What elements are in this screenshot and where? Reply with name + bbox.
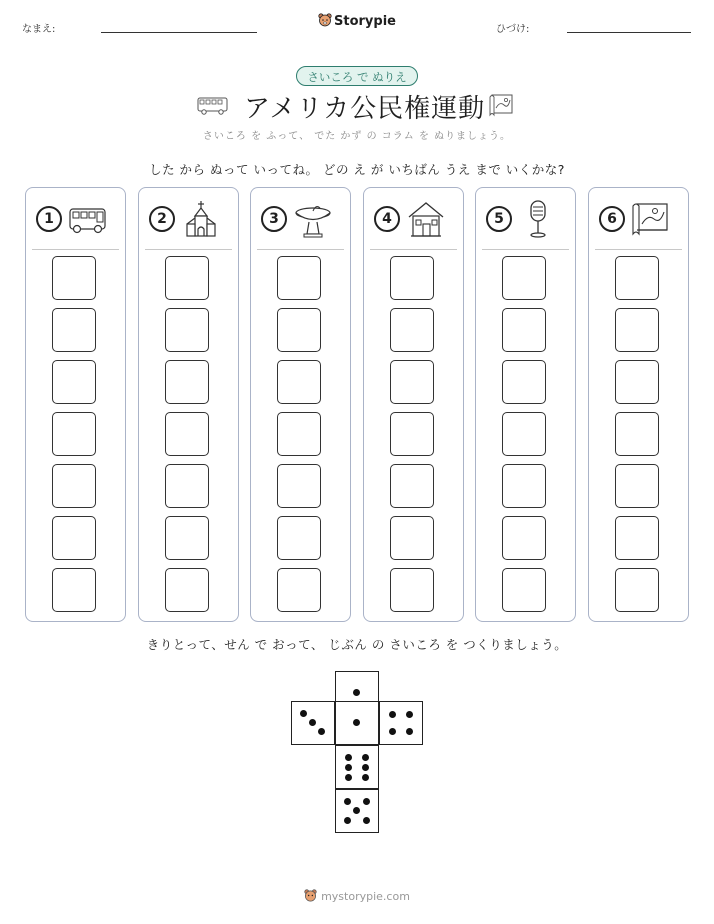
activity-badge: さいころ で ぬりえ (296, 66, 418, 86)
dice-face-4 (379, 701, 423, 745)
name-label: なまえ: (22, 24, 56, 35)
instruction-top: した から ぬって いってね。 どの え が いちばん うえ まで いくかな? (149, 162, 565, 177)
dice-pip (389, 728, 396, 735)
dice-pip (344, 817, 351, 824)
dice-face-1-center (335, 701, 379, 745)
dice-pip (300, 710, 307, 717)
dice-pip (353, 807, 360, 814)
dice-pip (362, 764, 369, 771)
subtitle: さいころ を ふって、 でた かず の コラム を ぬりましょう。 (202, 131, 512, 142)
footer-url[interactable]: mystorypie.com (321, 890, 410, 903)
dice-pip (353, 689, 360, 696)
bear-logo-icon (304, 889, 317, 902)
dice-pip (363, 798, 370, 805)
dice-pip (345, 774, 352, 781)
instruction-bottom: きりとって、せん で おって、 じぶん の さいころ を つくりましょう。 (146, 637, 568, 652)
column-number: 1 (36, 206, 62, 232)
column-number: 6 (599, 206, 625, 232)
brand-name: Storypie (334, 14, 396, 29)
column-number: 2 (149, 206, 175, 232)
dice-pip (318, 728, 325, 735)
dice-face-6 (335, 745, 379, 789)
column-number: 5 (486, 206, 512, 232)
dice-pip (389, 711, 396, 718)
date-label: ひづけ: (496, 24, 530, 35)
dice-pip (344, 798, 351, 805)
dice-pip (406, 711, 413, 718)
column-number: 3 (261, 206, 287, 232)
dice-pip (362, 774, 369, 781)
footer (0, 889, 714, 903)
page-title: アメリカ公民権運動 (244, 94, 486, 124)
dice-pip (406, 728, 413, 735)
dice-pip (363, 817, 370, 824)
dice-pip (345, 754, 352, 761)
dice-face-3 (291, 701, 335, 745)
dice-face-5 (335, 789, 379, 833)
column-number: 4 (374, 206, 400, 232)
dice-pip (362, 754, 369, 761)
dice-pip (309, 719, 316, 726)
dice-pip (353, 719, 360, 726)
dice-pip (345, 764, 352, 771)
